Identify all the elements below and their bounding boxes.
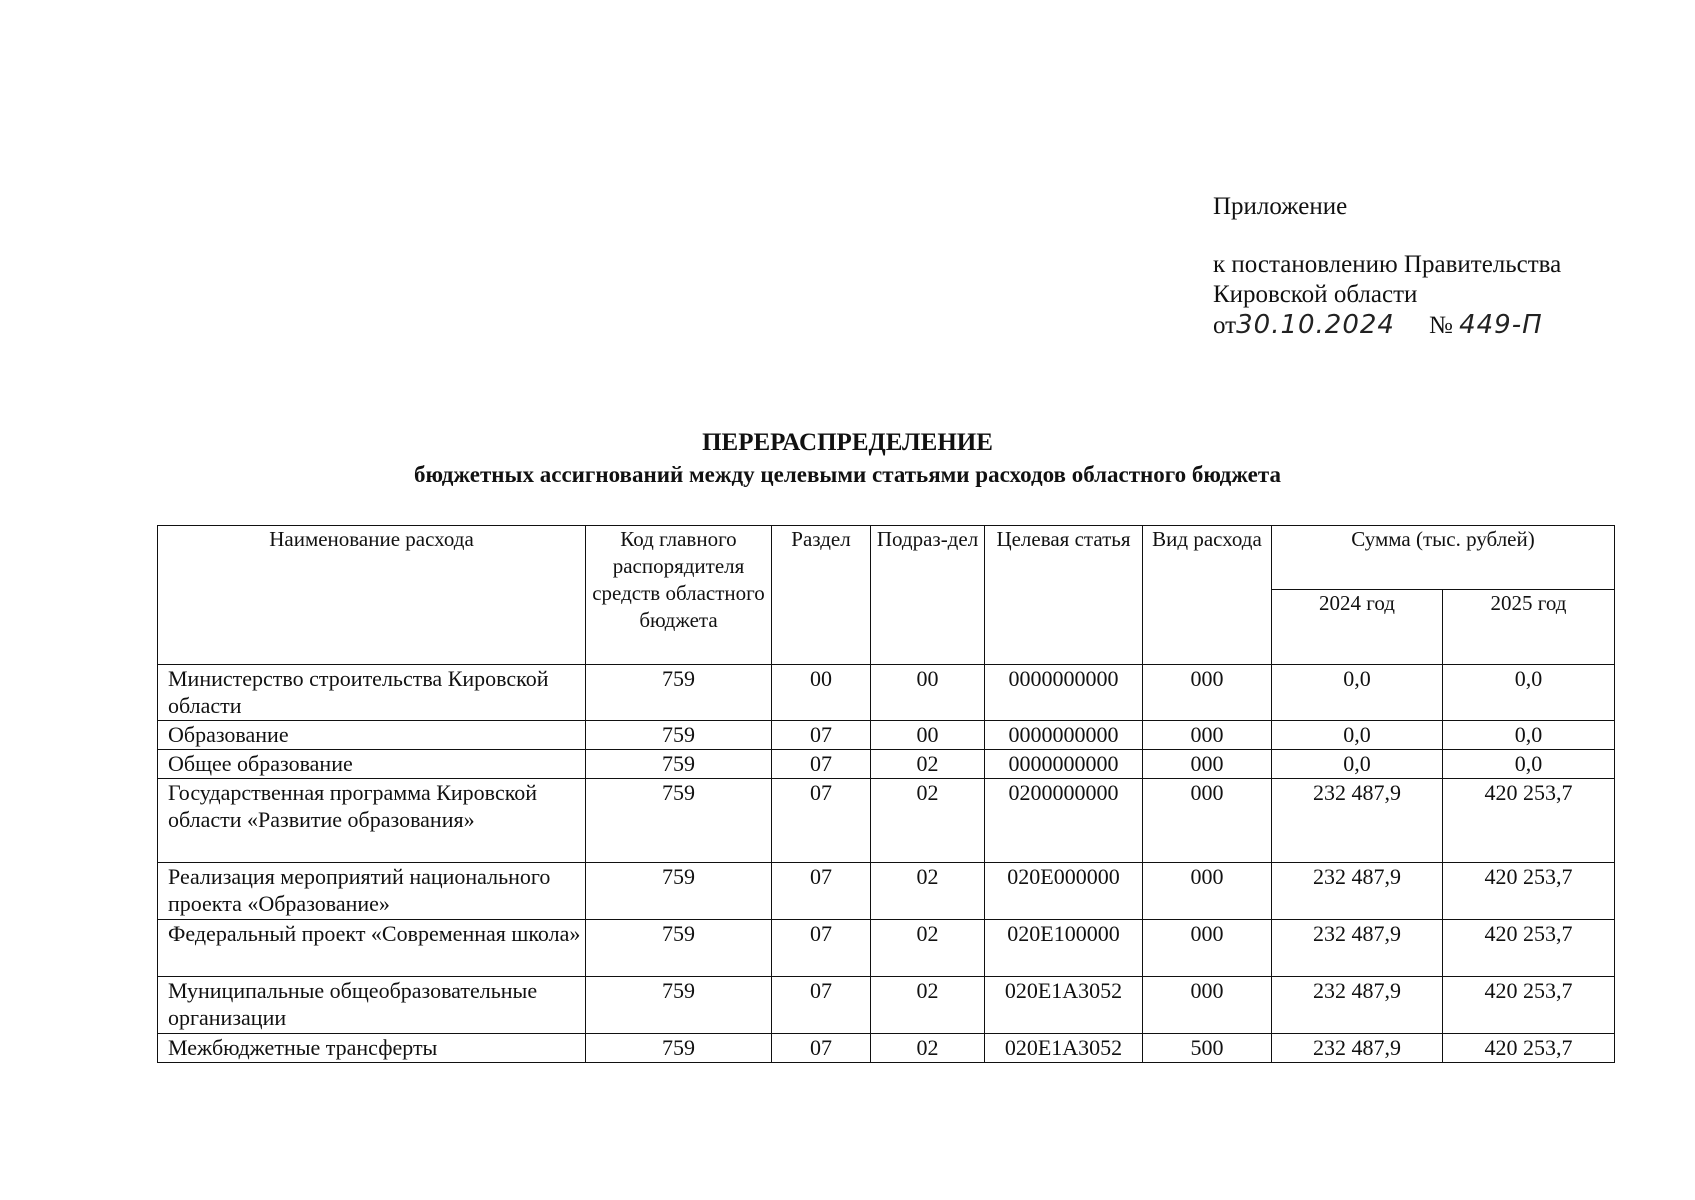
cell-name: Реализация мероприятий национального проекта «Образование»: [158, 863, 586, 920]
cell-subsection: 02: [871, 750, 985, 779]
cell-y2025: 420 253,7: [1443, 977, 1615, 1034]
cell-target: 0000000000: [985, 665, 1143, 721]
cell-section: 00: [772, 665, 871, 721]
appendix-line-2: Кировской области: [1213, 281, 1418, 308]
cell-name: Общее образование: [158, 750, 586, 779]
cell-y2025: 420 253,7: [1443, 863, 1615, 920]
cell-subsection: 02: [871, 863, 985, 920]
header-target: Целевая статья: [985, 526, 1143, 665]
cell-subsection: 02: [871, 1034, 985, 1063]
cell-subsection: 02: [871, 977, 985, 1034]
cell-y2024: 0,0: [1272, 665, 1443, 721]
cell-type: 000: [1143, 920, 1272, 977]
cell-type: 000: [1143, 863, 1272, 920]
cell-y2024: 232 487,9: [1272, 977, 1443, 1034]
number-prefix: №: [1428, 312, 1453, 339]
cell-code: 759: [586, 863, 772, 920]
cell-section: 07: [772, 750, 871, 779]
cell-code: 759: [586, 750, 772, 779]
cell-name: Образование: [158, 721, 586, 750]
cell-y2024: 232 487,9: [1272, 779, 1443, 863]
cell-y2024: 232 487,9: [1272, 920, 1443, 977]
cell-code: 759: [586, 1034, 772, 1063]
cell-subsection: 02: [871, 779, 985, 863]
cell-y2025: 0,0: [1443, 750, 1615, 779]
document-subtitle: бюджетных ассигнований между целевыми статьями расходов областного бюджета: [414, 462, 1281, 487]
header-2025: 2025 год: [1443, 590, 1615, 665]
handwritten-date: 30.10.2024: [1236, 310, 1395, 340]
header-name: Наименование расхода: [158, 526, 586, 665]
cell-section: 07: [772, 721, 871, 750]
cell-y2025: 420 253,7: [1443, 1034, 1615, 1063]
cell-name: Межбюджетные трансферты: [158, 1034, 586, 1063]
cell-section: 07: [772, 977, 871, 1034]
header-sum: Сумма (тыс. рублей): [1272, 526, 1615, 590]
table-row: [158, 1034, 1615, 1063]
table-row: [158, 750, 1615, 779]
date-prefix: от: [1213, 312, 1237, 339]
cell-section: 07: [772, 779, 871, 863]
cell-target: 0000000000: [985, 750, 1143, 779]
cell-code: 759: [586, 721, 772, 750]
header-subsection: Подраз-дел: [871, 526, 985, 665]
table-row: [158, 721, 1615, 750]
cell-type: 000: [1143, 779, 1272, 863]
table-row: [158, 920, 1615, 977]
cell-y2024: 0,0: [1272, 721, 1443, 750]
header-code: Код главного распорядителя средств областного бюджета: [586, 526, 772, 665]
cell-target: 020E1A3052: [985, 1034, 1143, 1063]
cell-y2025: 0,0: [1443, 721, 1615, 750]
table-row: [158, 977, 1615, 1034]
cell-y2025: 420 253,7: [1443, 779, 1615, 863]
header-2024: 2024 год: [1272, 590, 1443, 665]
cell-type: 000: [1143, 750, 1272, 779]
cell-code: 759: [586, 665, 772, 721]
cell-section: 07: [772, 863, 871, 920]
appendix-line-1: к постановлению Правительства: [1213, 251, 1562, 278]
cell-code: 759: [586, 977, 772, 1034]
table-row: [158, 665, 1615, 721]
cell-target: 020E1A3052: [985, 977, 1143, 1034]
appendix-block: [1213, 192, 1561, 341]
cell-code: 759: [586, 779, 772, 863]
cell-name: Государственная программа Кировской области «Развитие образования»: [158, 779, 586, 863]
cell-subsection: 00: [871, 665, 985, 721]
cell-target: 0000000000: [985, 721, 1143, 750]
cell-target: 0200000000: [985, 779, 1143, 863]
cell-y2024: 232 487,9: [1272, 1034, 1443, 1063]
cell-name: Муниципальные общеобразовательные организации: [158, 977, 586, 1034]
table-row: [158, 779, 1615, 863]
cell-y2024: 232 487,9: [1272, 863, 1443, 920]
cell-y2025: 0,0: [1443, 665, 1615, 721]
cell-name: Министерство строительства Кировской области: [158, 665, 586, 721]
cell-type: 000: [1143, 721, 1272, 750]
cell-type: 500: [1143, 1034, 1272, 1063]
table-row: [158, 863, 1615, 920]
cell-section: 07: [772, 920, 871, 977]
cell-target: 020E000000: [985, 863, 1143, 920]
document-title: ПЕРЕРАСПРЕДЕЛЕНИЕ: [702, 429, 993, 456]
document-title-block: [0, 426, 1695, 490]
cell-code: 759: [586, 920, 772, 977]
cell-target: 020E100000: [985, 920, 1143, 977]
cell-name: Федеральный проект «Современная школа»: [158, 920, 586, 977]
cell-type: 000: [1143, 977, 1272, 1034]
budget-table-body: [158, 665, 1615, 1063]
budget-table: [157, 525, 1615, 1063]
cell-y2025: 420 253,7: [1443, 920, 1615, 977]
header-section: Раздел: [772, 526, 871, 665]
cell-subsection: 00: [871, 721, 985, 750]
cell-type: 000: [1143, 665, 1272, 721]
cell-y2024: 0,0: [1272, 750, 1443, 779]
handwritten-number: 449-П: [1459, 310, 1543, 340]
appendix-label: Приложение: [1213, 193, 1348, 220]
appendix-date-line: [1213, 310, 1561, 341]
header-type: Вид расхода: [1143, 526, 1272, 665]
cell-section: 07: [772, 1034, 871, 1063]
cell-subsection: 02: [871, 920, 985, 977]
